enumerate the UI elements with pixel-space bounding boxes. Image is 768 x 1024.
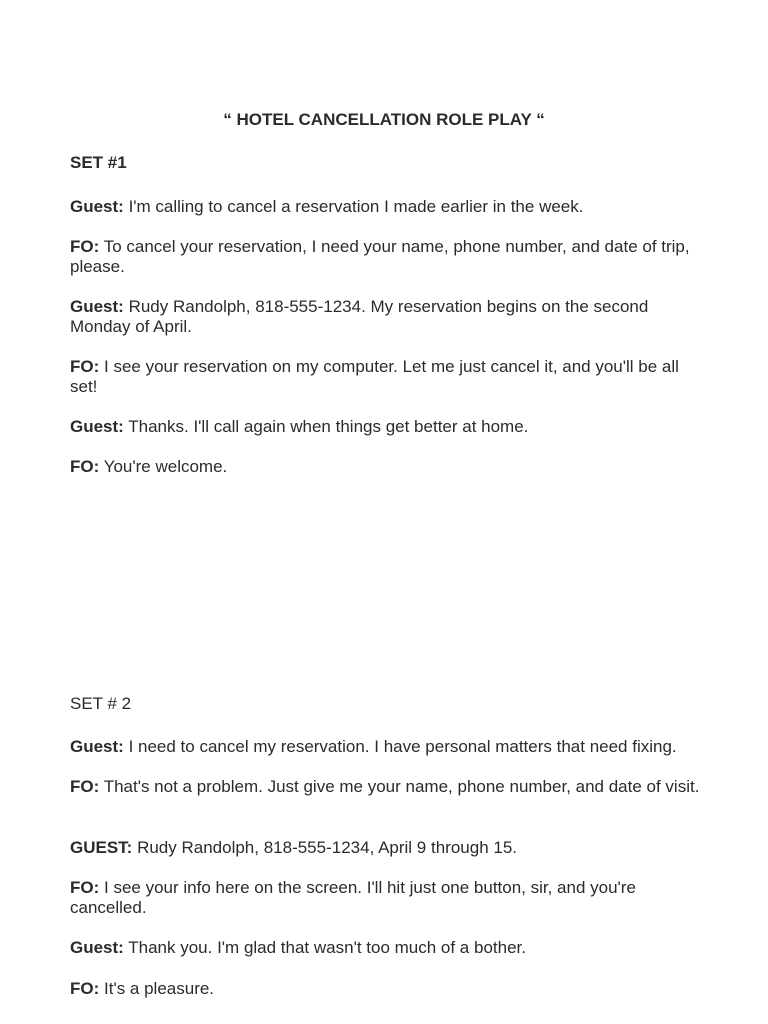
- speaker-label: FO:: [70, 777, 100, 796]
- dialogue-text: It's a pleasure.: [99, 979, 215, 998]
- set-1-heading: SET #1: [70, 153, 127, 172]
- dialogue-text: Thanks. I'll call again when things get better at home.: [123, 417, 529, 436]
- dialogue-line: [70, 237, 710, 277]
- speaker-label: GUEST:: [70, 838, 133, 857]
- dialogue-text: I see your info here on the screen. I'll hit just one button, sir, and you're cancelled.: [70, 878, 636, 917]
- dialogue-text: Rudy Randolph, 818-555-1234. My reservation begins on the second Monday of April.: [70, 297, 649, 336]
- dialogue-line: [70, 737, 710, 757]
- dialogue-text: To cancel your reservation, I need your name, phone number, and date of trip, please.: [70, 237, 690, 276]
- dialogue-line: [70, 417, 710, 437]
- dialogue-text: You're welcome.: [99, 457, 228, 476]
- dialogue-text: Thank you. I'm glad that wasn't too much of a bother.: [123, 938, 526, 957]
- dialogue-line: [70, 197, 710, 217]
- dialogue-line: [70, 938, 710, 958]
- speaker-label: FO:: [70, 237, 100, 256]
- speaker-label: FO:: [70, 979, 100, 998]
- speaker-label: Guest:: [70, 938, 124, 957]
- dialogue-line: [70, 979, 710, 999]
- dialogue-line: [70, 457, 710, 477]
- speaker-label: Guest:: [70, 197, 124, 216]
- speaker-label: FO:: [70, 457, 100, 476]
- dialogue-line: [70, 878, 710, 918]
- speaker-label: Guest:: [70, 297, 124, 316]
- dialogue-text: That's not a problem. Just give me your name, phone number, and date of visit.: [99, 777, 700, 796]
- dialogue-text: I'm calling to cancel a reservation I made earlier in the week.: [123, 197, 584, 216]
- speaker-label: Guest:: [70, 737, 124, 756]
- dialogue-line: [70, 838, 710, 858]
- speaker-label: Guest:: [70, 417, 124, 436]
- dialogue-line: [70, 357, 710, 397]
- speaker-label: FO:: [70, 878, 100, 897]
- set-2-heading: SET # 2: [70, 694, 132, 713]
- document-title: “ HOTEL CANCELLATION ROLE PLAY “: [223, 110, 545, 129]
- dialogue-text: Rudy Randolph, 818-555-1234, April 9 through 15.: [132, 838, 518, 857]
- dialogue-line: [70, 297, 710, 337]
- dialogue-text: I need to cancel my reservation. I have personal matters that need fixing.: [123, 737, 677, 756]
- dialogue-text: I see your reservation on my computer. Let me just cancel it, and you'll be all set!: [70, 357, 679, 396]
- speaker-label: FO:: [70, 357, 100, 376]
- dialogue-line: [70, 777, 710, 797]
